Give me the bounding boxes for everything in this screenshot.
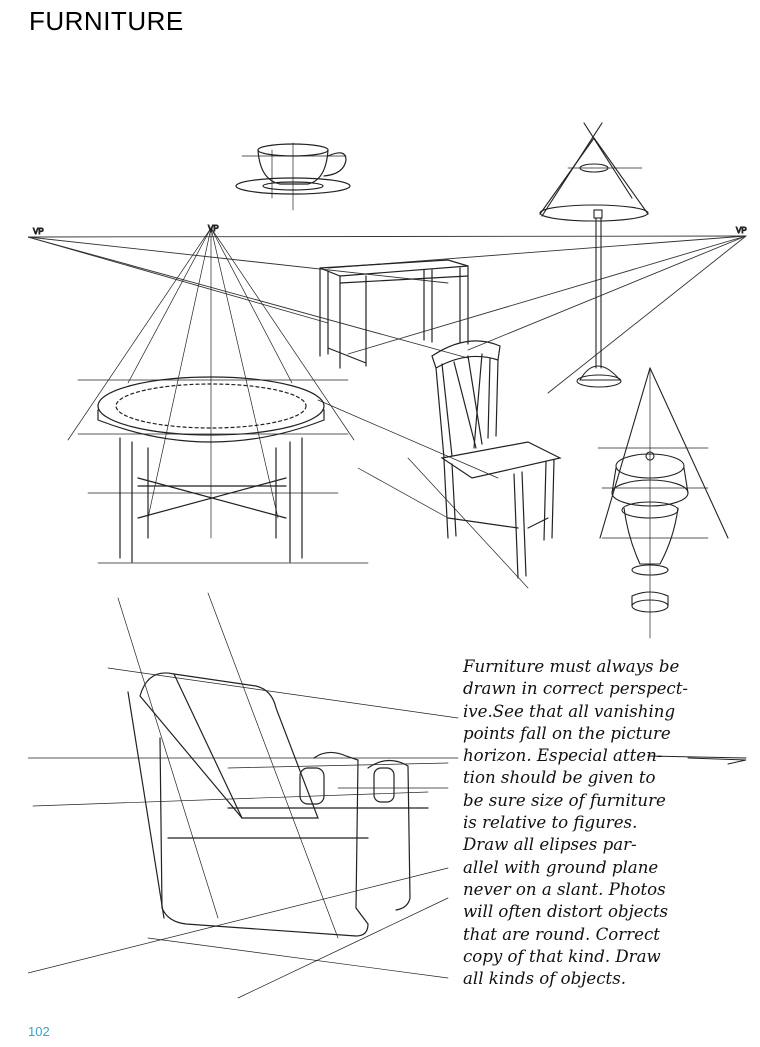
horizon-line: [28, 236, 746, 393]
page-title: FURNITURE: [29, 6, 184, 36]
table-lamp-drawing: [598, 368, 728, 638]
caption-text: Furniture must always be drawn in correct perspect- ive.See that all vanishing points fall on the picture horizon. Especial atten- tion should be given to be sure size of furniture is relative to figures. Draw all elipses par- allel with ground plane never on a slant. Photos will often distort objects that are round. Correct copy of that kind. Draw all kinds of objects.: [463, 657, 688, 989]
chair-drawing: [318, 341, 560, 588]
floor-lamp-drawing: [540, 123, 648, 387]
vanishing-point-right-label: VP: [736, 226, 747, 235]
teacup-drawing: [236, 143, 350, 210]
round-table-drawing: [68, 228, 368, 563]
vanishing-point-left-label: VP: [33, 227, 44, 236]
vanishing-point-center-label: VP: [208, 224, 219, 233]
page-number: 102: [28, 1024, 50, 1039]
